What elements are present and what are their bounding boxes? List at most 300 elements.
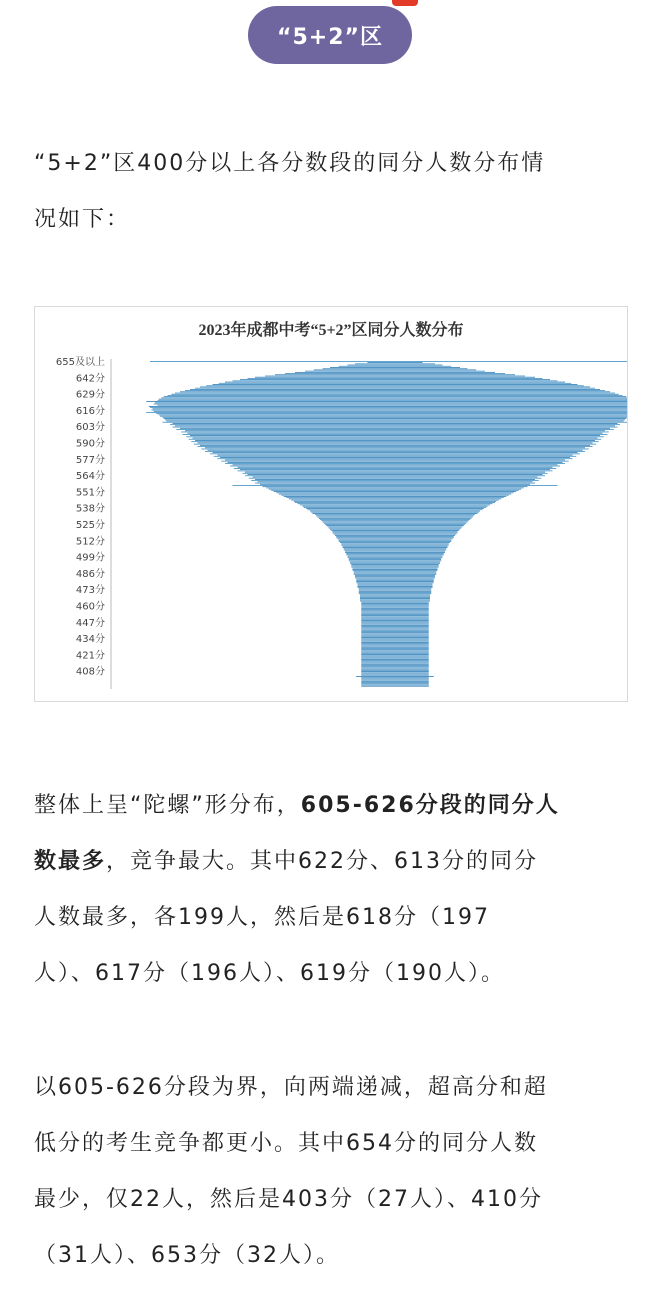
bar-446 bbox=[361, 615, 429, 616]
bar-470 bbox=[358, 586, 433, 587]
bar-444 bbox=[361, 618, 429, 619]
bar-626 bbox=[164, 396, 627, 397]
p2-line-4: 人）、617分（196人）、619分（190人）。 bbox=[34, 961, 505, 986]
tick-label: 590分 bbox=[75, 438, 105, 450]
bar-606 bbox=[166, 421, 624, 422]
bar-407 bbox=[361, 663, 429, 664]
bar-608 bbox=[164, 418, 627, 419]
bar-454 bbox=[361, 606, 429, 607]
bar-538 bbox=[298, 503, 493, 504]
bar-599 bbox=[176, 429, 614, 430]
bar-500 bbox=[344, 550, 447, 551]
bar-521 bbox=[325, 524, 465, 525]
section-header-pill bbox=[248, 6, 412, 64]
bar-469 bbox=[358, 587, 433, 588]
bar-515 bbox=[333, 531, 458, 532]
bar-452 bbox=[361, 608, 429, 609]
bar-621 bbox=[155, 402, 627, 403]
bar-473 bbox=[356, 582, 434, 583]
bar-629 bbox=[175, 393, 615, 394]
bar-499 bbox=[345, 551, 445, 552]
tick-label: 642分 bbox=[75, 373, 105, 385]
tick-label: 447分 bbox=[75, 617, 105, 629]
bar-487 bbox=[351, 565, 439, 566]
bar-517 bbox=[330, 529, 460, 530]
bar-647 bbox=[305, 371, 485, 372]
bar-525 bbox=[320, 519, 470, 520]
bar-445 bbox=[361, 616, 429, 617]
bar-477 bbox=[355, 578, 435, 579]
bar-405 bbox=[361, 665, 429, 666]
bar-463 bbox=[360, 595, 430, 596]
bar-594 bbox=[190, 435, 600, 436]
tick-label: 564分 bbox=[75, 471, 105, 483]
bar-466 bbox=[359, 591, 432, 592]
intro-line-1: “5+2”区400分以上各分数段的同分人数分布情 bbox=[34, 151, 546, 176]
bar-615 bbox=[151, 410, 627, 411]
bar-429 bbox=[361, 636, 429, 637]
bar-458 bbox=[360, 601, 430, 602]
tick-label: 512分 bbox=[75, 536, 105, 548]
bar-448 bbox=[361, 613, 429, 614]
bar-584 bbox=[205, 447, 585, 448]
bar-648 bbox=[314, 370, 477, 371]
bar-548 bbox=[274, 491, 517, 492]
bar-undefined bbox=[361, 674, 429, 675]
bar-423 bbox=[361, 643, 429, 644]
bar-554 bbox=[260, 484, 530, 485]
bar-442 bbox=[361, 620, 429, 621]
bar-653 bbox=[355, 363, 435, 364]
bar-532 bbox=[310, 511, 480, 512]
tick-label: 655及以上 bbox=[55, 357, 105, 368]
bar-403 bbox=[361, 668, 429, 669]
bar-623 bbox=[158, 400, 628, 401]
bar-472 bbox=[358, 584, 433, 585]
bar-450 bbox=[361, 610, 429, 611]
bar-441 bbox=[361, 621, 429, 622]
bar-468 bbox=[359, 588, 432, 589]
bar-494 bbox=[348, 557, 443, 558]
p3-line-4: （31人）、653分（32人）。 bbox=[34, 1243, 340, 1268]
p2-bold-a: 605-626分段的同分人 bbox=[300, 793, 560, 818]
bar-636 bbox=[213, 384, 578, 385]
bar-438 bbox=[361, 625, 429, 626]
bar-544 bbox=[284, 496, 507, 497]
bar-649 bbox=[323, 368, 468, 369]
bar-471 bbox=[358, 585, 433, 586]
analysis-paragraph-1 bbox=[34, 778, 626, 1002]
bar-434 bbox=[361, 630, 429, 631]
bar-634 bbox=[200, 387, 590, 388]
bar-421 bbox=[361, 646, 429, 647]
bar-640 bbox=[240, 379, 550, 380]
bar-569 bbox=[230, 466, 560, 467]
bar-431 bbox=[361, 633, 429, 634]
bar-508 bbox=[339, 540, 452, 541]
bar-419 bbox=[361, 648, 429, 649]
bar-416 bbox=[361, 652, 429, 653]
bar-410 bbox=[361, 659, 429, 660]
bar-400 bbox=[361, 671, 429, 672]
p2-prefix: 整体上呈“陀螺”形分布， bbox=[34, 793, 301, 818]
bar-570 bbox=[233, 464, 558, 465]
bar-504 bbox=[341, 545, 449, 546]
bar-654 bbox=[368, 362, 423, 363]
intro-paragraph bbox=[34, 136, 626, 248]
bar-547 bbox=[276, 492, 514, 493]
bar-618 bbox=[149, 406, 627, 407]
bar-567 bbox=[234, 468, 557, 469]
bar-592 bbox=[193, 438, 598, 439]
bar-522 bbox=[324, 523, 467, 524]
bar-609 bbox=[163, 417, 628, 418]
bar-543 bbox=[286, 497, 504, 498]
bar-518 bbox=[329, 528, 462, 529]
bar-475 bbox=[356, 580, 434, 581]
bar-573 bbox=[221, 461, 569, 462]
bar-579 bbox=[210, 453, 580, 454]
tick-label: 434分 bbox=[75, 634, 105, 646]
bar-612 bbox=[156, 413, 627, 414]
bar-511 bbox=[336, 536, 454, 537]
bar-535 bbox=[304, 507, 487, 508]
bar-622 bbox=[146, 401, 627, 402]
bar-575 bbox=[218, 458, 573, 459]
bar-635 bbox=[206, 385, 584, 386]
bar-426 bbox=[361, 640, 429, 641]
bar-404 bbox=[361, 666, 429, 667]
bar-551 bbox=[266, 488, 524, 489]
bar-414 bbox=[361, 654, 429, 655]
bar-600 bbox=[180, 428, 610, 429]
bar-461 bbox=[360, 597, 430, 598]
bar-undefined bbox=[361, 672, 429, 673]
bar-443 bbox=[361, 619, 429, 620]
bar-591 bbox=[189, 439, 602, 440]
bar-484 bbox=[353, 569, 438, 570]
bar-462 bbox=[360, 596, 430, 597]
bar-516 bbox=[331, 530, 459, 531]
bar-449 bbox=[361, 612, 429, 613]
bar-645 bbox=[285, 373, 505, 374]
bar-564 bbox=[245, 472, 545, 473]
bar-502 bbox=[343, 547, 448, 548]
tick-label: 629分 bbox=[75, 389, 105, 401]
bar-411 bbox=[361, 658, 429, 659]
bar-560 bbox=[253, 477, 538, 478]
bar-406 bbox=[361, 664, 429, 665]
bar-561 bbox=[245, 475, 545, 476]
bar-616 bbox=[153, 408, 628, 409]
bar-408 bbox=[361, 661, 429, 662]
bar-464 bbox=[359, 593, 432, 594]
bar-562 bbox=[248, 474, 543, 475]
bar-undefined bbox=[361, 683, 429, 684]
bar-617 bbox=[150, 407, 627, 408]
bar-427 bbox=[361, 638, 429, 639]
chart-title: 2023年成都中考“5+2”区同分人数分布 bbox=[198, 322, 464, 339]
p2-line-1 bbox=[34, 778, 626, 834]
bar-611 bbox=[159, 415, 627, 416]
bar-497 bbox=[346, 553, 444, 554]
bar-474 bbox=[356, 581, 434, 582]
bar-undefined bbox=[361, 685, 429, 686]
bar-643 bbox=[265, 376, 525, 377]
tick-label: 499分 bbox=[75, 552, 105, 564]
bar-479 bbox=[355, 575, 435, 576]
bar-498 bbox=[345, 552, 445, 553]
tick-label: 525分 bbox=[75, 520, 105, 531]
bar-628 bbox=[171, 394, 619, 395]
bar-520 bbox=[326, 525, 464, 526]
bar-593 bbox=[186, 436, 604, 437]
bar-652 bbox=[348, 365, 443, 366]
bar-619 bbox=[158, 405, 628, 406]
bar-563 bbox=[243, 473, 548, 474]
bar-552 bbox=[263, 486, 528, 487]
bar-542 bbox=[289, 498, 502, 499]
bar-558 bbox=[255, 479, 535, 480]
bar-527 bbox=[318, 517, 473, 518]
p2-line-2 bbox=[34, 834, 626, 890]
bar-546 bbox=[279, 494, 512, 495]
bar-undefined bbox=[356, 676, 434, 677]
bar-519 bbox=[328, 526, 463, 527]
bar-489 bbox=[350, 563, 440, 564]
tick-label: 473分 bbox=[75, 585, 105, 597]
bar-620 bbox=[154, 404, 627, 405]
tick-label: 551分 bbox=[75, 487, 105, 499]
bar-402 bbox=[361, 669, 429, 670]
bar-529 bbox=[315, 514, 475, 515]
bar-430 bbox=[361, 635, 429, 636]
bar-432 bbox=[361, 632, 429, 633]
bar-631 bbox=[185, 390, 605, 391]
bar-589 bbox=[191, 441, 599, 442]
bar-580 bbox=[213, 452, 578, 453]
bar-625 bbox=[161, 397, 627, 398]
p3-line-1: 以605-626分段为界，向两端递减，超高分和超 bbox=[34, 1075, 548, 1100]
bar-455 bbox=[361, 604, 429, 605]
bar-602 bbox=[175, 425, 615, 426]
tick-label: 538分 bbox=[75, 503, 105, 515]
bar-undefined bbox=[361, 680, 429, 681]
bar-566 bbox=[240, 469, 550, 470]
bar-644 bbox=[275, 374, 515, 375]
bar-425 bbox=[361, 641, 429, 642]
bar-613 bbox=[146, 412, 627, 413]
bar-483 bbox=[353, 570, 438, 571]
bar-550 bbox=[269, 489, 522, 490]
bar-581 bbox=[205, 451, 585, 452]
bar-646 bbox=[295, 372, 495, 373]
bar-510 bbox=[336, 537, 454, 538]
bar-526 bbox=[319, 518, 472, 519]
bar-series bbox=[146, 361, 627, 687]
bar-505 bbox=[341, 543, 449, 544]
bar-486 bbox=[351, 567, 439, 568]
bar-524 bbox=[321, 520, 469, 521]
bar-549 bbox=[271, 490, 519, 491]
bar-523 bbox=[323, 522, 468, 523]
top-accent-mark bbox=[392, 0, 418, 6]
bar-578 bbox=[218, 455, 573, 456]
bar-440 bbox=[361, 623, 429, 624]
bar-420 bbox=[361, 647, 429, 648]
bar-650 bbox=[330, 367, 460, 368]
bar-501 bbox=[344, 548, 447, 549]
tick-label: 616分 bbox=[75, 405, 105, 417]
bar-422 bbox=[361, 644, 429, 645]
bar-603 bbox=[170, 424, 620, 425]
bar-409 bbox=[361, 660, 429, 661]
bar-418 bbox=[361, 649, 429, 650]
bar-506 bbox=[340, 542, 450, 543]
distribution-chart bbox=[34, 306, 628, 702]
bar-639 bbox=[233, 380, 558, 381]
bar-598 bbox=[185, 430, 605, 431]
bar-492 bbox=[349, 559, 442, 560]
bar-601 bbox=[173, 427, 618, 428]
bar-451 bbox=[361, 609, 429, 610]
bar-536 bbox=[303, 506, 488, 507]
tick-label: 486分 bbox=[75, 568, 105, 580]
bar-undefined bbox=[361, 675, 429, 676]
bar-555 bbox=[255, 483, 535, 484]
y-axis-ticks bbox=[56, 355, 111, 689]
bar-553 bbox=[233, 485, 558, 486]
bar-539 bbox=[295, 502, 495, 503]
bar-556 bbox=[258, 481, 533, 482]
bar-437 bbox=[361, 626, 429, 627]
analysis-paragraph-2 bbox=[34, 1060, 626, 1284]
bar-482 bbox=[354, 571, 437, 572]
bar-476 bbox=[356, 579, 434, 580]
bar-528 bbox=[316, 515, 474, 516]
bar-545 bbox=[281, 495, 509, 496]
bar-641 bbox=[248, 378, 543, 379]
bar-413 bbox=[361, 655, 429, 656]
bar-585 bbox=[198, 446, 593, 447]
bar-478 bbox=[355, 576, 435, 577]
bar-417 bbox=[361, 651, 429, 652]
bar-607 bbox=[165, 419, 625, 420]
bar-439 bbox=[361, 624, 429, 625]
bar-465 bbox=[359, 592, 432, 593]
bar-428 bbox=[361, 637, 429, 638]
bar-512 bbox=[335, 535, 455, 536]
bar-596 bbox=[188, 433, 603, 434]
section-header-label: “5+2”区 bbox=[277, 24, 383, 50]
bar-595 bbox=[183, 434, 608, 435]
bar-577 bbox=[214, 456, 577, 457]
bar-507 bbox=[339, 541, 452, 542]
bar-480 bbox=[354, 574, 437, 575]
bar-638 bbox=[225, 382, 565, 383]
bar-597 bbox=[181, 432, 609, 433]
bar-572 bbox=[228, 462, 563, 463]
bar-488 bbox=[351, 564, 439, 565]
tick-label: 408分 bbox=[75, 666, 105, 678]
bar-588 bbox=[198, 443, 593, 444]
tick-label: 460分 bbox=[75, 601, 105, 613]
bar-568 bbox=[238, 467, 553, 468]
bar-582 bbox=[208, 450, 583, 451]
bar-633 bbox=[195, 388, 595, 389]
bar-493 bbox=[349, 558, 442, 559]
bar-531 bbox=[311, 512, 479, 513]
bar-401 bbox=[361, 670, 429, 671]
bar-424 bbox=[361, 642, 429, 643]
bar-624 bbox=[159, 399, 627, 400]
intro-line-2: 况如下： bbox=[34, 207, 131, 232]
bar-undefined bbox=[361, 677, 429, 678]
bar-490 bbox=[350, 562, 440, 563]
bar-513 bbox=[334, 534, 457, 535]
bar-614 bbox=[154, 411, 627, 412]
bar-651 bbox=[339, 366, 452, 367]
bar-412 bbox=[361, 657, 429, 658]
bar-590 bbox=[195, 440, 595, 441]
bar-642 bbox=[255, 377, 535, 378]
bar-undefined bbox=[361, 686, 429, 687]
bar-540 bbox=[294, 501, 497, 502]
bar-436 bbox=[361, 627, 429, 628]
p2-line-3: 人数最多，各199人，然后是618分（197 bbox=[34, 905, 490, 930]
p2-bold-b: 数最多 bbox=[34, 849, 107, 874]
bar-576 bbox=[220, 457, 570, 458]
bar-574 bbox=[225, 460, 565, 461]
bar-630 bbox=[180, 391, 610, 392]
chart-svg bbox=[35, 307, 627, 701]
bar-415 bbox=[361, 653, 429, 654]
bar-435 bbox=[361, 629, 429, 630]
bar-467 bbox=[359, 590, 432, 591]
p3-line-3: 最少，仅22人，然后是403分（27人）、410分 bbox=[34, 1187, 543, 1212]
bar-460 bbox=[360, 598, 430, 599]
bar-433 bbox=[361, 631, 429, 632]
bar-655及以上 bbox=[150, 361, 627, 362]
bar-503 bbox=[343, 546, 448, 547]
bar-537 bbox=[300, 505, 490, 506]
bar-604 bbox=[173, 423, 618, 424]
bar-459 bbox=[360, 599, 430, 600]
bar-514 bbox=[333, 533, 458, 534]
bar-undefined bbox=[361, 682, 429, 683]
bar-491 bbox=[349, 560, 442, 561]
p2-mid: ，竞争最大。其中622分、613分的同分 bbox=[106, 849, 538, 874]
bar-453 bbox=[361, 607, 429, 608]
bar-586 bbox=[200, 445, 590, 446]
bar-447 bbox=[361, 614, 429, 615]
p3-line-2: 低分的考生竞争都更小。其中654分的同分人数 bbox=[34, 1131, 538, 1156]
bar-495 bbox=[348, 556, 443, 557]
bar-481 bbox=[354, 573, 437, 574]
bar-587 bbox=[194, 444, 597, 445]
tick-label: 421分 bbox=[75, 650, 105, 662]
bar-457 bbox=[361, 602, 429, 603]
bar-583 bbox=[201, 449, 589, 450]
bar-637 bbox=[219, 383, 572, 384]
bar-557 bbox=[251, 480, 539, 481]
bar-534 bbox=[306, 508, 484, 509]
bar-533 bbox=[308, 509, 483, 510]
tick-label: 577分 bbox=[75, 454, 105, 466]
bar-571 bbox=[225, 463, 565, 464]
bar-undefined bbox=[361, 681, 429, 682]
bar-627 bbox=[168, 395, 623, 396]
